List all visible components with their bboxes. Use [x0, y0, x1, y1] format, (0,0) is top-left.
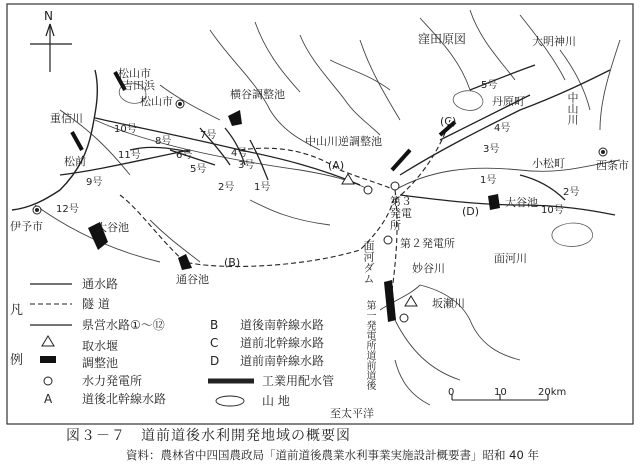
place-label: 松前	[64, 155, 86, 168]
legend-item: 道後北幹線水路	[82, 392, 167, 406]
river-label: 重信川	[50, 112, 83, 125]
place-label: 大谷池	[505, 196, 538, 209]
canal-number: 5号	[481, 80, 498, 91]
city-label: 松山市	[118, 67, 151, 80]
canal-number: 10号	[541, 205, 564, 216]
scale-label: 0	[448, 387, 455, 398]
legend-item: 通水路	[82, 277, 119, 291]
figure-source: 資料：農林省中四国農政局「道前道後農業水利事業実施設計概要書」昭和 40 年	[126, 448, 539, 462]
route-letter: (A)	[328, 159, 345, 172]
place-label: 大谷池	[96, 221, 129, 234]
place-label: 第２発電所	[400, 237, 455, 250]
scale-label: 10	[494, 387, 507, 398]
canal-number: 2号	[218, 182, 235, 193]
legend-item: 道前北幹線水路	[240, 336, 325, 350]
legend-item: 水力発電所	[82, 374, 143, 388]
scale-label: 20km	[538, 387, 567, 398]
place-label: 面河ダム	[362, 240, 375, 284]
canal-number: 8号	[155, 136, 172, 147]
place-label: 第３発電所	[390, 195, 412, 232]
legend-item: 道前南幹線水路	[240, 354, 325, 368]
river-label: 面河川	[494, 252, 527, 265]
legend-item: 山 地	[262, 394, 290, 408]
river-label: 大明神川	[532, 35, 576, 48]
canal-number: 4号	[231, 148, 248, 159]
river-label: 妙谷川	[412, 262, 445, 275]
canal-number: 6号	[176, 150, 193, 161]
canal-number: 12号	[56, 204, 79, 215]
coastline	[12, 70, 97, 210]
city-label: 西条市	[596, 159, 629, 172]
place-label: 横谷調整池	[230, 88, 285, 101]
legend-letter: B	[210, 318, 219, 332]
city-label: 伊予市	[10, 220, 43, 233]
legend-item: 取水堰	[82, 339, 119, 353]
canal-number: 10号	[114, 124, 137, 135]
legend-item: 県営水路①〜⑫	[82, 318, 165, 332]
figure-caption: 図３－７ 道前道後水利開発地域の概要図	[66, 428, 351, 444]
route-letter: (D)	[462, 205, 480, 218]
legend-item: 隧 道	[82, 297, 110, 311]
legend-heading: 凡	[10, 303, 24, 318]
place-label: 第一発電所道前道後	[364, 300, 375, 390]
place-label: 通谷池	[176, 273, 209, 286]
legend-letter: C	[210, 336, 219, 350]
canal-number: 2号	[563, 187, 580, 198]
place-label: 至太平洋	[330, 407, 374, 420]
place-label: 吉田浜	[122, 79, 155, 92]
north-label: N	[44, 9, 53, 23]
canal-number: 1号	[254, 182, 271, 193]
canal-number: 3号	[238, 160, 255, 171]
place-label: 中山川逆調整池	[305, 135, 382, 148]
canal-number: 1号	[480, 175, 497, 186]
canal-number: 11号	[118, 150, 141, 161]
canal-number: 5号	[190, 164, 207, 175]
legend-letter: A	[44, 392, 53, 406]
legend-item: 工業用配水管	[262, 374, 335, 388]
map-source-title: 窪田原図	[418, 32, 467, 46]
river-label: 中山川	[566, 92, 579, 125]
city-label: 松山市	[140, 95, 173, 108]
canal-number: 3号	[483, 144, 500, 155]
route-letter: (B)	[224, 256, 241, 269]
reservoirs	[88, 110, 500, 322]
city-label: 小松町	[532, 157, 565, 170]
legend-item: 道後南幹線水路	[240, 318, 325, 332]
legend-heading: 例	[10, 353, 24, 368]
legend-letter: D	[210, 354, 220, 368]
canal-number: 4号	[494, 123, 511, 134]
legend-item: 調整池	[82, 356, 119, 370]
canal-number: 9号	[86, 177, 103, 188]
city-label: 丹原町	[492, 95, 525, 108]
canal-number: 7号	[200, 130, 217, 141]
route-letter: (C)	[440, 115, 457, 128]
river-label: 坂瀬川	[432, 297, 465, 310]
north-arrow-icon	[30, 24, 72, 72]
